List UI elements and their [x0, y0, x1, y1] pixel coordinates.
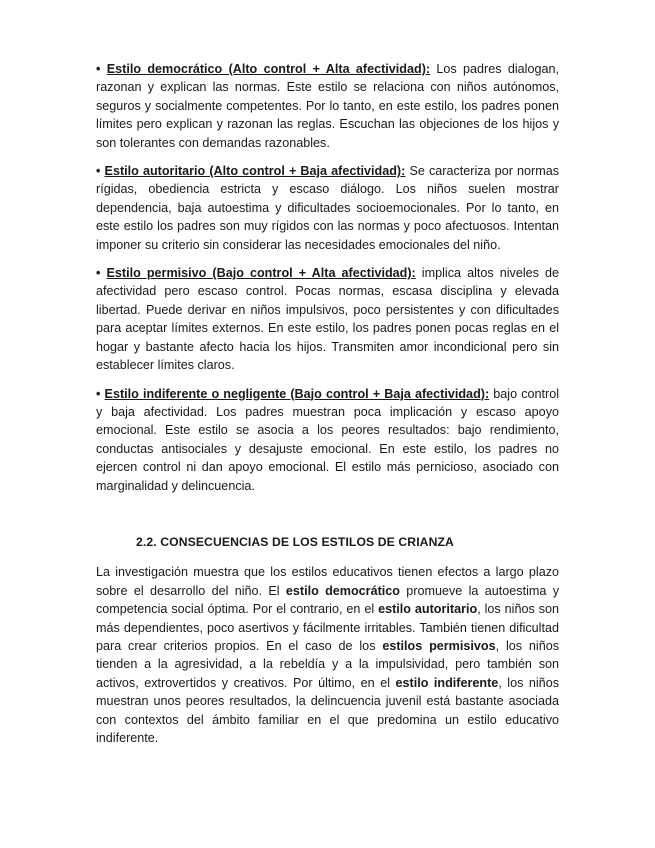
bullet: •: [96, 266, 101, 281]
bullet: •: [96, 164, 101, 179]
consequences-text-5: , los niños muestran unos peores resultados, la delincuencia juvenil está bastante asociada con contextos del ámbito familiar en el que predomina un estilo educativo indiferente.: [96, 675, 559, 745]
bullet: •: [96, 62, 101, 76]
consequences-paragraph: [96, 563, 559, 747]
style-democratic-text: Los padres dialogan, razonan y explican las normas. Este estilo se relaciona con niños autónomos, seguros y socialmente competentes. Por lo tanto, en este estilo, los padres ponen límites pero explican y razonan las reglas. Escuchan las objeciones de los hijos y son tolerantes con demandas razonables.: [96, 62, 559, 150]
style-indifferent-title: Estilo indiferente o negligente (Bajo control + Baja afectividad):: [104, 386, 490, 401]
style-indifferent-text: bajo control y baja afectividad. Los padres muestran poca implicación y escaso apoyo emocional. Este estilo se asocia a los peores resultados: bajo rendimiento, conductas antisociales y desajuste emocional. En este estilo, los padres no ejercen control ni dan apoyo emocional. El estilo más pernicioso, asociado con marginalidad y delincuencia.: [96, 386, 560, 493]
style-democratic-paragraph: [96, 60, 559, 152]
consequences-text-4: , los niños tienden a la agresividad, a la rebeldía y a la impulsividad, pero también son activos, extrovertidos y creativos. Por último, en el: [96, 638, 559, 690]
consequences-bold-2: estilo autoritario: [378, 602, 478, 617]
style-indifferent-paragraph: [96, 385, 559, 495]
style-democratic-title: Estilo democrático (Alto control + Alta afectividad):: [106, 62, 431, 76]
consequences-bold-3: estilos permisivos: [382, 638, 496, 653]
style-permissive-text: implica altos niveles de afectividad pero escaso control. Pocas normas, escasa disciplina y elevada libertad. Puede derivar en niños impulsivos, poco persistentes y con dificultades para aceptar límites externos. En este estilo, los padres ponen pocas reglas en el hogar y bastante afecto hacia los hijos. Transmiten amor incondicional pero sin establecer límites claros.: [96, 266, 560, 373]
style-permissive-title: Estilo permisivo (Bajo control + Alta afectividad):: [106, 266, 416, 281]
consequences-text-2: promueve la autoestima y competencia social óptima. Por el contrario, en el: [96, 583, 559, 617]
style-authoritarian-title: Estilo autoritario (Alto control + Baja afectividad):: [104, 164, 406, 179]
style-authoritarian-paragraph: [96, 162, 559, 254]
consequences-bold-4: estilo indiferente: [395, 675, 499, 690]
document-page: [96, 60, 559, 747]
style-authoritarian-text: Se caracteriza por normas rígidas, obediencia estricta y escaso diálogo. Los niños suelen mostrar dependencia, baja autoestima y dificultades socioemocionales. Por lo tanto, en este estilo los padres son muy rígidos con las normas y poco afectuosos. Intentan imponer su criterio sin considerar las necesidades emocionales del niño.: [96, 164, 560, 252]
style-permissive-paragraph: [96, 264, 559, 374]
consequences-text-3: , los niños son más dependientes, poco asertivos y fácilmente irritables. También tienen dificultad para crear criterios propios. En el caso de los: [96, 602, 559, 653]
consequences-bold-1: estilo democrático: [285, 583, 400, 598]
consequences-text-1: La investigación muestra que los estilos educativos tienen efectos a largo plazo sobre el desarrollo del niño. El: [96, 565, 559, 598]
bullet: •: [96, 386, 101, 401]
section-heading: 2.2. CONSECUENCIAS DE LOS ESTILOS DE CRIANZA: [136, 534, 454, 549]
